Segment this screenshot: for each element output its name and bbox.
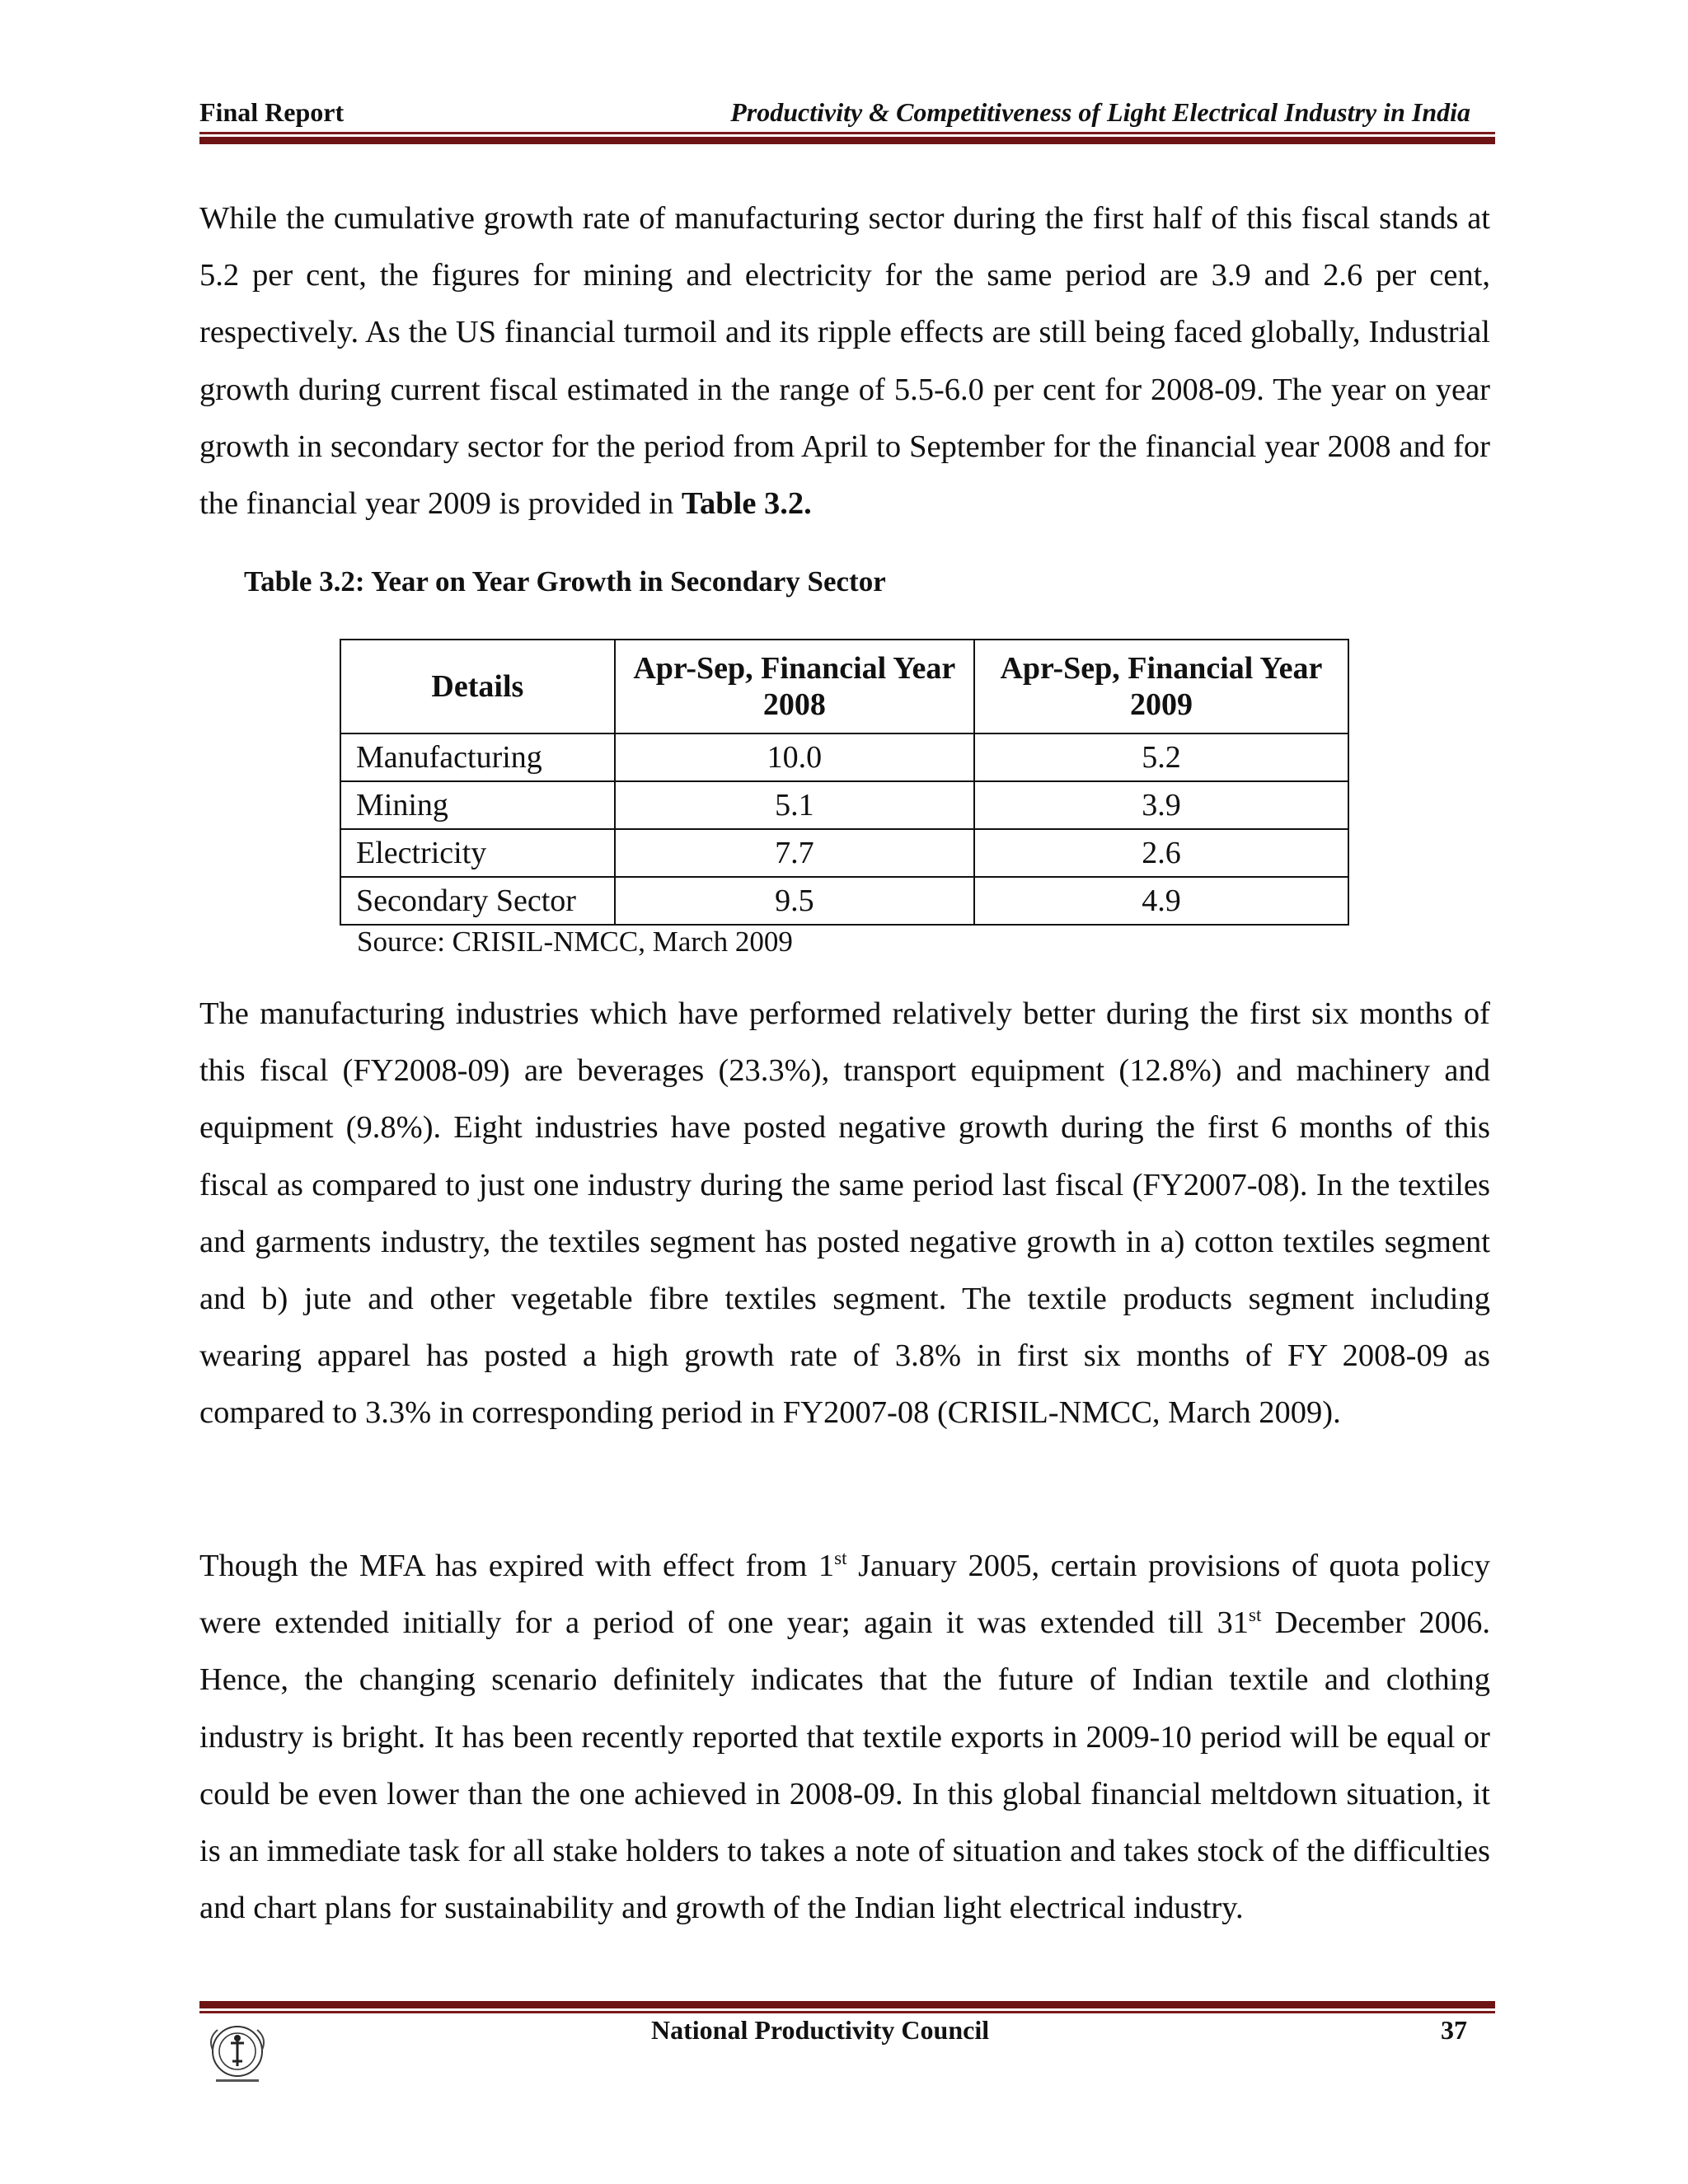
header-rule-thin xyxy=(199,132,1495,134)
table-cell-value: 2.6 xyxy=(974,829,1348,877)
header-report-title: Final Report xyxy=(199,97,345,127)
paragraph-1-text: While the cumulative growth rate of manufacturing sector during the first half of this fiscal stands at 5.2 per cent, the figures for mining and electricity for the same period are 3.9 and 2.6 per cent, respectively. As the US financial turmoil and its ripple effects are still being faced globally, Industrial growth during current fiscal estimated in the range of 5.5-6.0 per cent for 2008-09. The year on year growth in secondary sector for the period from April to September for the financial year 2008 and for the financial year 2009 is provided in xyxy=(199,201,1490,522)
table-cell-label: Secondary Sector xyxy=(340,877,615,925)
header-document-title: Productivity & Competitiveness of Light Electrical Industry in India xyxy=(730,97,1470,127)
paragraph-1 xyxy=(199,190,1490,532)
ordinal-superscript: st xyxy=(834,1547,847,1569)
paragraph-3 xyxy=(199,1538,1490,1937)
paragraph-3-part-2: January 2005, certain provisions of quota policy were extended initially for a period of one year; again it was extended till 31 xyxy=(199,1549,1490,1641)
page-number: 37 xyxy=(1441,2015,1467,2045)
npc-emblem-icon xyxy=(198,2013,277,2093)
paragraph-3-part-3: December 2006. Hence, the changing scenario definitely indicates that the future of Indian textile and clothing industry is bright. It has been recently reported that textile exports in 2009-10 period will be equal or could be even lower than the one achieved in 2008-09. In this global financial meltdown situation, it is an immediate task for all stake holders to takes a note of situation and takes stock of the difficulties and chart plans for sustainability and growth of the Indian light electrical industry. xyxy=(199,1605,1490,1926)
table-cell-value: 3.9 xyxy=(974,781,1348,829)
table-cell-value: 7.7 xyxy=(615,829,974,877)
footer-rule-thick xyxy=(199,2001,1495,2008)
table-row xyxy=(340,829,1348,877)
footer-organization: National Productivity Council xyxy=(651,2015,990,2045)
header-rule-thick xyxy=(199,137,1495,144)
table-cell-label: Electricity xyxy=(340,829,615,877)
table-cell-value: 5.1 xyxy=(615,781,974,829)
table-cell-value: 4.9 xyxy=(974,877,1348,925)
growth-table xyxy=(340,639,1349,926)
table-cell-value: 5.2 xyxy=(974,733,1348,781)
table-cell-value: 10.0 xyxy=(615,733,974,781)
footer-rule-thin xyxy=(199,2011,1495,2013)
paragraph-3-part-1: Though the MFA has expired with effect from 1 xyxy=(199,1549,835,1583)
table-source: Source: CRISIL-NMCC, March 2009 xyxy=(357,926,793,958)
paragraph-2: The manufacturing industries which have performed relatively better during the first six months of this fiscal (FY2008-09) are beverages (23.3%), transport equipment (12.8%) and machinery and equipment (9.8%). Eight industries have posted negative growth during the first 6 months of this fiscal as compared to just one industry during the same period last fiscal (FY2007-08). In the textiles and garments industry, the textiles segment has posted negative growth in a) cotton textiles segment and b) jute and other vegetable fibre textiles segment. The textile products segment including wearing apparel has posted a high growth rate of 3.8% in first six months of FY 2008-09 as compared to 3.3% in corresponding period in FY2007-08 (CRISIL-NMCC, March 2009). xyxy=(199,996,1490,1431)
ordinal-superscript: st xyxy=(1248,1604,1262,1626)
table-header-fy2008: Apr-Sep, Financial Year 2008 xyxy=(615,640,974,733)
table-reference: Table 3.2. xyxy=(681,486,812,522)
table-row xyxy=(340,877,1348,925)
table-row xyxy=(340,733,1348,781)
table-cell-label: Mining xyxy=(340,781,615,829)
table-cell-value: 9.5 xyxy=(615,877,974,925)
table-header-row xyxy=(340,640,1348,733)
table-caption: Table 3.2: Year on Year Growth in Secondary Sector xyxy=(244,565,886,598)
page-header xyxy=(199,97,1495,130)
table-row xyxy=(340,781,1348,829)
table-cell-label: Manufacturing xyxy=(340,733,615,781)
table-header-details: Details xyxy=(340,640,615,733)
table-header-fy2009: Apr-Sep, Financial Year 2009 xyxy=(974,640,1348,733)
